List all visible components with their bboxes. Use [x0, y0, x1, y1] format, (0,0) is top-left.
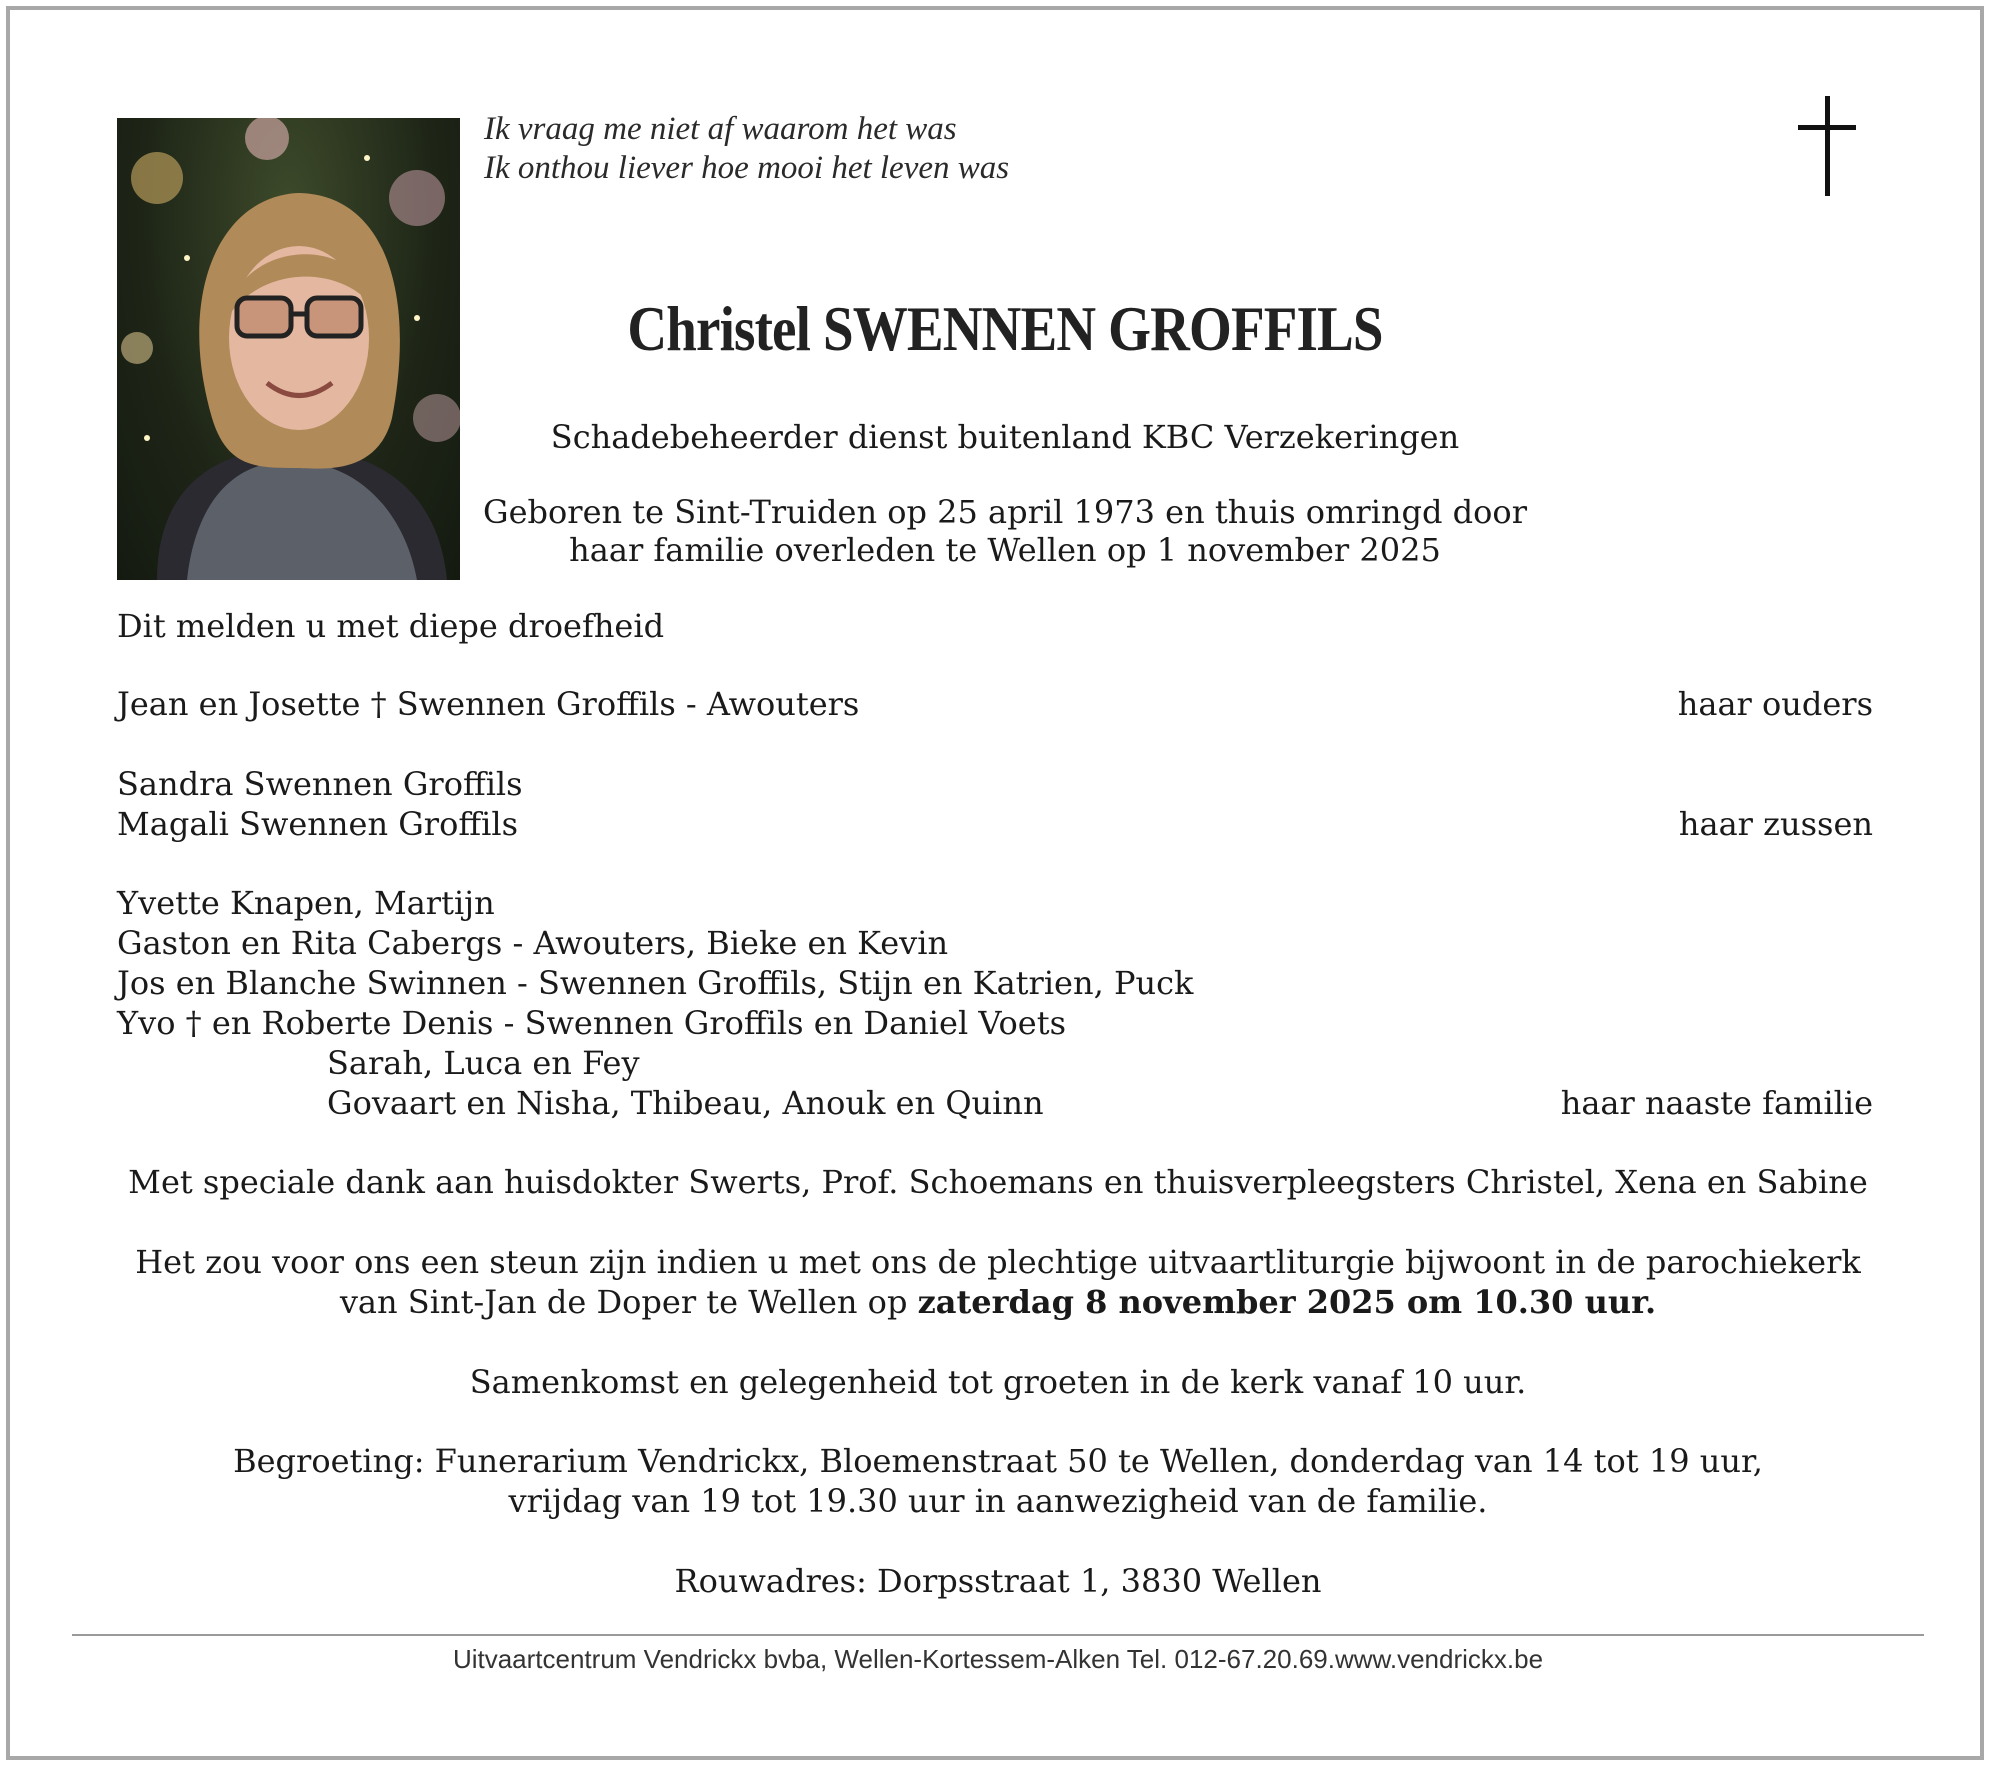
ceremony-line: Het zou voor ons een steun zijn indien u met ons de plechtige uitvaartliturgie bijwoont in de parochiekerk — [135, 1243, 1861, 1281]
mourning-address: Rouwadres: Dorpsstraat 1, 3830 Wellen — [674, 1562, 1322, 1600]
footer-divider — [72, 1634, 1924, 1636]
memorial-quote — [484, 110, 1009, 188]
quote-line: Ik onthou liever hoe mooi het leven was — [484, 150, 1010, 186]
latin-cross-icon — [1798, 96, 1856, 196]
birth-line: Geboren te Sint-Truiden op 25 april 1973 en thuis omringd door — [483, 493, 1527, 531]
gathering-text: Samenkomst en gelegenheid tot groeten in de kerk vanaf 10 uur. — [469, 1363, 1527, 1401]
ceremony-info — [60, 1242, 1936, 1322]
quote-line: Ik vraag me niet af waarom het was — [484, 111, 957, 147]
family-line: Yvette Knapen, Martijn — [117, 884, 495, 922]
visitation-line: vrijdag van 19 tot 19.30 uur in aanwezigheid van de familie. — [508, 1482, 1488, 1520]
death-line: haar familie overleden te Wellen op 1 november 2025 — [569, 531, 1441, 569]
occupation: Schadebeheerder dienst buitenland KBC Verzekeringen — [550, 418, 1460, 456]
relation-label: haar naaste familie — [1560, 1084, 1873, 1122]
portrait-photo — [117, 118, 460, 580]
birth-death-info — [480, 493, 1530, 569]
family-sisters — [117, 764, 1873, 844]
intro-text: Dit melden u met diepe droefheid — [117, 607, 665, 645]
visitation-info — [60, 1441, 1936, 1521]
family-line: Sandra Swennen Groffils — [117, 765, 523, 803]
ceremony-line — [60, 1282, 1936, 1322]
family-line: Yvo † en Roberte Denis - Swennen Groffils en Daniel Voets — [117, 1004, 1066, 1042]
family-line-indented: Sarah, Luca en Fey — [327, 1044, 640, 1082]
funeral-home-footer: Uitvaartcentrum Vendrickx bvba, Wellen-Kortessem-Alken Tel. 012-67.20.69.www.vendrickx.be — [452, 1644, 1544, 1674]
thanks-text: Met speciale dank aan huisdokter Swerts, Prof. Schoemans en thuisverpleegsters Christel, Xena en Sabine — [128, 1163, 1868, 1201]
family-line: Jean en Josette † Swennen Groffils - Awouters — [117, 685, 860, 723]
family-line: Gaston en Rita Cabergs - Awouters, Bieke en Kevin — [117, 924, 949, 962]
visitation-line: Begroeting: Funerarium Vendrickx, Bloemenstraat 50 te Wellen, donderdag van 14 tot 19 uur, — [233, 1442, 1763, 1480]
ceremony-location: van Sint-Jan de Doper te Wellen op — [339, 1283, 918, 1321]
relation-label: haar zussen — [1678, 805, 1873, 843]
family-parents — [117, 684, 1873, 724]
ceremony-datetime: zaterdag 8 november 2025 om 10.30 uur. — [917, 1283, 1657, 1321]
relation-label: haar ouders — [1677, 685, 1873, 723]
family-line: Magali Swennen Groffils — [117, 805, 518, 843]
deceased-name: Christel SWENNEN GROFFILS — [627, 293, 1383, 364]
family-extended — [117, 883, 1873, 1123]
family-line-indented: Govaart en Nisha, Thibeau, Anouk en Quinn — [327, 1084, 1044, 1122]
family-line: Jos en Blanche Swinnen - Swennen Groffils, Stijn en Katrien, Puck — [117, 964, 1194, 1002]
